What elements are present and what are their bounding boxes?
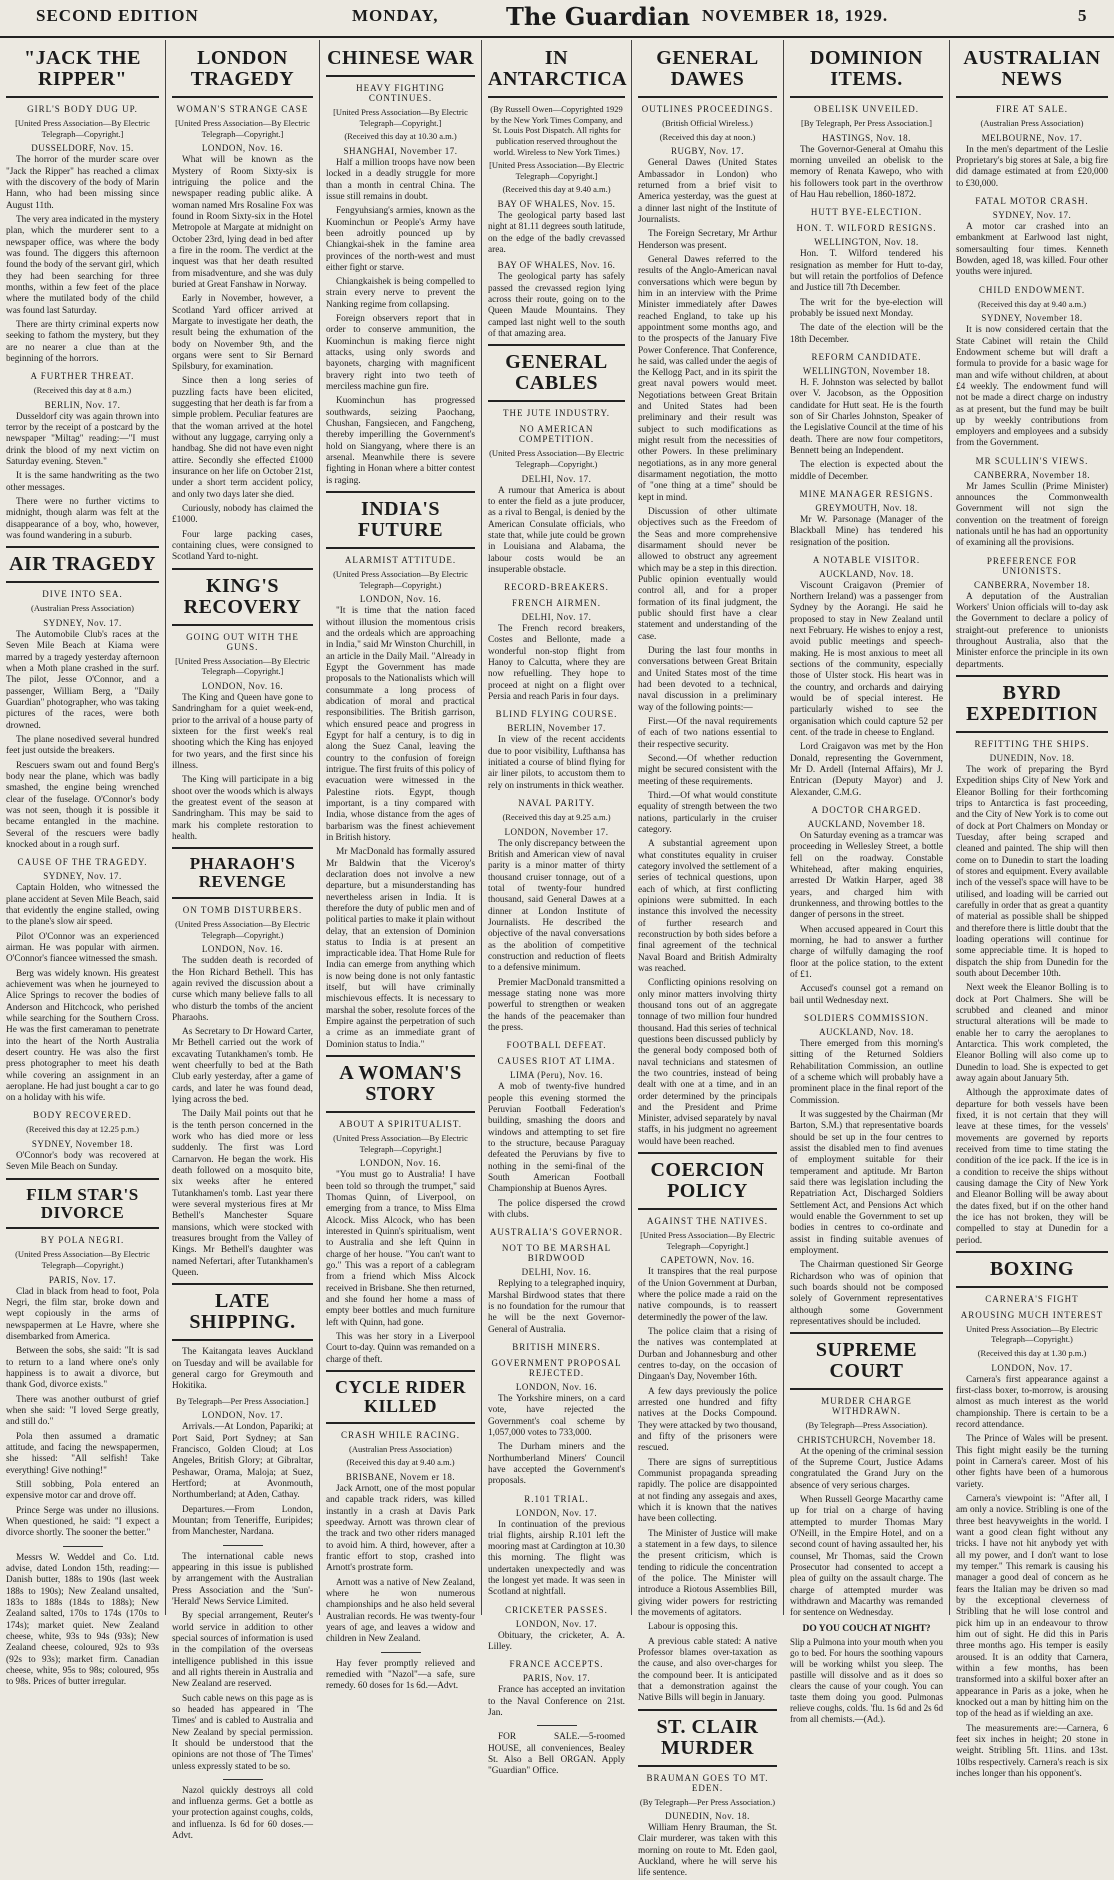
credit-line: (Australian Press Association) — [31, 603, 134, 614]
dateline: GREYMOUTH, Nov. 18. — [815, 502, 918, 513]
subheading: FOOTBALL DEFEAT. — [506, 1040, 607, 1051]
edition-label: SECOND EDITION — [36, 6, 199, 25]
credit-line: [United Press Association—By Electric Telegraph—Copyright.] — [333, 107, 468, 128]
paragraph: The King will participate in a big shoot over the woods which is always the greatest event of the season at Sandringham. This may be said to mark his complete restoration to health. — [172, 775, 313, 842]
dateline: BAY OF WHALES, Nov. 16. — [497, 260, 616, 271]
received-line: (Received this day at 9.25 a.m.) — [502, 812, 611, 823]
paragraph: Such cable news on this page as is so headed has appeared in 'The Times' and is cabled to Australia and New Zealand by special permission. It should be understood that the opinions are not those of 'The Times' unless expressly stated to be so. — [172, 1693, 313, 1772]
headline-late-shipping: LATE SHIPPING. — [172, 1283, 313, 1341]
paragraph: During the last four months in conversations between Great Britain and United States most of the time had been devoted to a technical, naval discussion in a preliminary way of the following points:— — [638, 646, 777, 713]
subheading: MR SCULLIN'S VIEWS. — [975, 455, 1089, 466]
paragraph: "It is time that the nation faced without illusion the momentous crisis and the ordeals which are approaching in India," said Mr Winston Churchill, in an article in the Daily Mail. "Already in Egypt the Government has made proposals to the Nationalists which will consummate a long process of abdication of moral and practical responsibilities. The British garrison, which ensured peace and progress in Egypt for half a century, is to dig in along the Suez Canal, leaving the country to the confusion of foreign intrigue. The first fruits of this policy of evacuation were witnessed in the Palestine riots. Egypt, though important, is a tiny compared with India, whose distance from the ages of barbarism was the finest achievement in British history. — [326, 606, 475, 843]
received-line: (Received this day at 12.25 p.m.) — [26, 1124, 139, 1135]
paragraph: Kuominchun has progressed southwards, seizing Paochang, Chushan, Fangsiecen, and Fangcheng, thereby imperilling the Government's hold on Siangyang, where there is an arsenal. Meanwhile there is severe fighting in Honan where a bitter contest is raging. — [326, 396, 475, 486]
subheading: REFITTING THE SHIPS. — [974, 739, 1090, 750]
page-number: 5 — [1078, 6, 1088, 25]
paragraph: The only discrepancy between the British and American view of naval parity is a minor matter of thirty thousand cruiser tonnage, out of a total of twenty-four hundred thousand, said General Dawes at a dinner at London Institute of Journalists. He described the objective of the naval conversations as the abolition of competitive construction and reduction of fleets to a defensive minimum. — [488, 838, 626, 974]
subheading: CRICKETER PASSES. — [505, 1604, 608, 1615]
headline-australian-news: AUSTRALIAN NEWS — [956, 42, 1108, 98]
subheading: GOVERNMENT PROPOSAL REJECTED. — [491, 1357, 622, 1378]
dateline: CANBERRA, November 18. — [974, 469, 1090, 480]
paragraph: Next week the Eleanor Bolling is to dock at Port Chalmers. She will be scrubbed and cleaned and minor structural alterations will be made to enable her to carry the aeroplanes to Antarctica. This work completed, the Eleanor Bolling will also come up to Dunedin to load. She is expected to get away again about January 5th. — [956, 983, 1108, 1084]
dateline: CAPETOWN, Nov. 16. — [660, 1255, 755, 1266]
subheading: GIRL'S BODY DUG UP. — [27, 104, 138, 114]
received-line: (Received this day at noon.) — [659, 131, 756, 142]
issue-date: NOVEMBER 18, 1929. — [702, 6, 889, 25]
headline-indias-future: INDIA'S FUTURE — [326, 491, 475, 549]
paragraph: The geological party based last night at 81.11 degrees south latitude, on the edge of the badly crevassed area. — [488, 211, 625, 255]
paragraph: It was suggested by the Chairman (Mr Barton, S.M.) that representative boards should be set up in the four centres to assist the disabled men to find avenues of employment suitable for their temperament and aptitude. Mr Barton said there was legislation including the Repatriation Act, Discharged Soldiers Settlement Act, and Pensions Act which would enable the Government to set up bodies in centres to co-ordinate and assist in finding suitable avenues of employment. — [790, 1109, 943, 1256]
paragraph: The horror of the murder scare over "Jack the Ripper" has reached a climax with the discovery of the body of Marin Hann, who had been missing since August 11th. — [6, 155, 159, 211]
paragraph: The Daily Mail points out that he is the tenth person concerned in the work who has died more or less suddenly. The first was Lord Carnarvon. He began the work. His death followed on a mosquito bite, six weeks after he entered Tutankhamen's tomb. Last year there were several mysterious fires at Mr Bethell's Manchester Square mansions, which were stocked with treasures brought from the Valley of Kings. Mr Bethell's daughter was named Nefertari, after Tutankhamen's Queen. — [172, 1109, 313, 1279]
divider — [63, 1546, 103, 1547]
credit-line: [United Press Association—By Electric Telegraph—Copyright.] — [489, 160, 624, 181]
dateline: SHANGHAI, November 17. — [343, 145, 458, 156]
headline-film-stars-divorce: FILM STAR'S DIVORCE — [6, 1178, 159, 1230]
subheading: HON. T. WILFORD RESIGNS. — [796, 223, 937, 234]
credit-line: By Telegraph—Per Press Association.] — [176, 1395, 309, 1406]
paragraph: A few days previously the police arrested one hundred and fifty natives at the Docks Compound. They were attacked by two thousand, and fifty of the prisoners were rescued. — [638, 1386, 777, 1454]
subheading: BLIND FLYING COURSE. — [495, 709, 618, 720]
dateline: AUCKLAND, November 18. — [807, 819, 926, 830]
subheading: A DOCTOR CHARGED. — [811, 805, 922, 816]
paragraph: "You must go to Australia! I have been told so through the trumpet," said Thomas Quinn, of Liverpool, on emerging from a trance, to Miss Elma Alcock. Miss Alcock, who has been interested in Quinn's spiritualism, went to Australia and she left Quinn in charge of her house. "You can't want to go." This was a report of a cablegram from a friend which Miss Alcock received in Brisbane. She then returned, and she found her home a mass of empty beer bottles and much furniture left with Quinn, had gone. — [326, 1170, 475, 1328]
paragraph: It transpires that the real purpose of the Union Government at Durban, where the police made a raid on the native compounds, is to reassert determinedly the power of the law. — [638, 1267, 777, 1323]
dateline: CHRISTCHURCH, November 18. — [797, 1434, 936, 1445]
paragraph: What will be known as the Mystery of Room Sixty-six is intriguing the police and the newspaper reading public alike. A woman named Mrs Rosaline Fox was found in Room Sixty-six in the Hotel Metropole at Margate at midnight on October 23rd, lying dead in bed after a fire in the room. The verdict at the inquest was that her death resulted from misadventure, and she was duly buried at Great Fanshaw in Norway. — [172, 155, 313, 290]
subheading: OUTLINES PROCEEDINGS. — [641, 104, 774, 114]
dateline: DUNEDIN, Nov. 18. — [989, 753, 1075, 764]
paragraph: There were no further victims to midnight, though alarm was felt at the disappearance of a boy, who, however, was found wandering in a suburb. — [6, 497, 159, 542]
paragraph: O'Connor's body was recovered at Seven Mile Beach on Sunday. — [6, 1151, 159, 1173]
dateline: SYDNEY, November 18. — [981, 313, 1083, 324]
dateline: SYDNEY, Nov. 17. — [43, 871, 122, 882]
credit-line: (British Official Wireless.) — [662, 118, 753, 128]
column-4 — [482, 40, 632, 1777]
credit-line: (United Press Association—By Electric Telegraph—Copyright.) — [333, 569, 468, 590]
dateline: DELHI, Nov. 16. — [521, 1267, 592, 1278]
paragraph: The geological party has safely passed the crevassed region lying across their route, going on to the Queen Maude Mountains. They camped last night well to the south of that amazing area. — [488, 272, 625, 339]
dateline: BERLIN, November 17. — [507, 723, 606, 734]
dateline: SYDNEY, Nov. 17. — [43, 618, 122, 629]
paragraph: Pilot O'Connor was an experienced airman. He was popular with airmen. O'Connor's fiancee witnessed the smash. — [6, 931, 159, 965]
subheading: OBELISK UNVEILED. — [814, 104, 919, 114]
subheading: R.101 TRIAL. — [524, 1493, 589, 1504]
paragraph: Pola then assumed a dramatic attitude, and facing the newspapermen, she hissed: "All selfish! Take everything! Give nothing!" — [6, 1431, 159, 1476]
dateline: LONDON, Nov. 16. — [201, 944, 284, 955]
paragraph: The Durham miners and the Northumberland Miners' Council have accepted the Government's proposals. — [488, 1442, 625, 1487]
newspaper-title: The Guardian — [506, 2, 690, 31]
ad-body: Slip a Pulmona into your mouth when you go to bed. For hours the soothing vapours will be working whilst you sleep. The pastille will dissolve and as it does so clears the cause of your cough. You can taste them doing you good. Pulmonas relieve coughs, colds. 'flu. 1s 6d and 2s 6d from all chemists.—(Ad.). — [790, 1637, 943, 1725]
paragraph: Rescuers swam out and found Berg's body near the plane, which was badly smashed, the engine being wrenched clear of the fuselage. O'Connor's body was not seen, though it is possible it became entangled in the machine. Several of the rescuers were badly knocked about in a rough surf. — [6, 760, 159, 850]
paragraph: The Governor-General at Omahu this morning unveiled an obelisk to the memory of Renata Kawepo, who with his followers took part in the overthrow of Hau Hau rebellion, 1860-1872. — [790, 144, 943, 200]
subheading: A NOTABLE VISITOR. — [812, 554, 921, 565]
subheading: BY POLA NEGRI. — [40, 1235, 125, 1246]
subheading: MURDER CHARGE WITHDRAWN. — [821, 1396, 912, 1417]
dateline: BAY OF WHALES, Nov. 15. — [497, 199, 616, 209]
paragraph: Replying to a telegraphed inquiry, Marshal Birdwood states that there is no foundation for the rumour that he will be the next Governor-General of Australia. — [488, 1279, 625, 1335]
paragraph: The Prince of Wales will be present. This fight might easily be the turning point in Carnera's career. Most of his other fights have been of a humorous variety. — [956, 1434, 1108, 1490]
paragraph: Prince Serge was under no illusions. When questioned, he said: "I expect a divorce shortly. The sooner the better." — [6, 1505, 159, 1539]
market-report: Messrs W. Weddel and Co. Ltd. advise, dated London 15th, reading:—Danish butter, 188s to 190s (last week 188s to 190s); New Zealand unsalted, 183s to 188s (184s to 188s); New Zealand salted, 170s to 174s (170s to 174s); market quiet. New Zealand cheese, white, 93s to 94s (93s); New Zealand cheese, coloured, 92s to 93s (92s to 93s); market firm. Canadian cheese, white, 95s to 98s; coloured, 95s to 98s. Prices of butter irregular. — [6, 1552, 159, 1688]
paragraph: The Yorkshire miners, on a card vote, have rejected the Government's coal scheme by 1,057,000 votes to 733,000. — [488, 1393, 625, 1438]
paragraph: Departures.—From London, Mountan; from Teneriffe, Euripides; from Manchester, Nardana. — [172, 1504, 313, 1538]
paragraph: General Dawes referred to the results of the Anglo-American naval conversations which were begun by him in an interview with the Prime Minister immediately after Dawes reached England, to take up his appointment some months ago, and to the prospects of the January Five Power Conference. That Conference, he said, was called under the aegis of the Kellogg Pact, and in its spirit the great naval powers would meet. Negotiations between Great Britain and United States had been preliminary and their result was subject to such modifications as might result from the necessities of other Powers. In these preliminary negotiations, as in any more general disarmament negotiation, the motto of "one thing at a time" should be kept in mind. — [638, 254, 777, 503]
credit-line: (By Telegraph—Per Press Association.) — [639, 1796, 776, 1807]
classified-ad: FOR SALE.—5-roomed HOUSE, all conveniences, Bealey St. Also a Bell ORGAN. Apply "Guardian" Office. — [488, 1732, 625, 1777]
paragraph: There are thirty criminal experts now seeking to fathom the mystery, but they are no nearer a clue than at the beginning of the horrors. — [6, 319, 159, 364]
subheading: CRASH WHILE RACING. — [340, 1429, 461, 1440]
paragraph: The election is expected about the middle of December. — [790, 460, 943, 482]
dateline: LONDON, Nov. 17. — [201, 1410, 284, 1421]
paragraph: A deputation of the Australian Workers' Union officials will to-day ask the Government to declare a policy of straight-out preference to unionists throughout Australia, also that the Minister enforce the principle in its own departments. — [956, 591, 1108, 670]
paragraph: Foreign observers report that in order to conserve ammunition, the Kuominchun is making fierce night attacks, using only swords and bayonets, charging with magnificent bravery right into two teeth of merciless machine gun fire. — [326, 314, 475, 393]
column-7 — [950, 40, 1114, 1779]
paragraph: On Saturday evening as a tramcar was proceeding in Wellesley Street, a bottle fell on the roadway. Constable Whitehead, after making enquiries, arrested Dr Watkin Harper, aged 38 years, and charged him with drunkenness, and throwing bottles to the danger of persons in the street. — [790, 831, 943, 921]
dateline: DUNEDIN, Nov. 18. — [665, 1811, 750, 1822]
dateline: LONDON, November 17. — [504, 826, 609, 837]
paragraph: As Secretary to Dr Howard Carter, Mr Bethell carried out the work of excavating Tutankhamen's tomb. He went cheerfully to bed at the Bath Club early yesterday, after a game of cards, and later he was found dead, lying across the bed. — [172, 1027, 313, 1106]
dateline: LONDON, Nov. 17. — [991, 1362, 1073, 1373]
column-1 — [0, 40, 166, 1688]
paragraph: There was another outburst of grief when she said: "I loved Serge greatly, and still do." — [6, 1394, 159, 1428]
subheading: ALARMIST ATTITUDE. — [344, 555, 457, 566]
credit-line: (Australian Press Association) — [980, 118, 1084, 128]
paragraph: Still sobbing, Pola entered an expensive motor car and drove off. — [6, 1479, 159, 1502]
headline-in-antarctica: IN ANTARCTICA — [488, 42, 625, 98]
subheading: REFORM CANDIDATE. — [811, 351, 922, 362]
paragraph: Mr James Scullin (Prime Minister) announces the Commonwealth Government will not sign the convention on the treatment of foreign nationals until he has had an opportunity of examining all the provisions. — [956, 481, 1108, 549]
headline-london-tragedy: LONDON TRAGEDY — [172, 42, 313, 98]
dateline: HASTINGS, Nov. 18. — [822, 132, 911, 143]
paragraph: Although the approximate dates of departure for both vessels have been fixed, it is not certain that they will leave at these times, for the vessels' movements are governed by reports received from time to time stating the condition of the ice pack. If the ice is in a condition to receive the ships without causing damage the City of New York and Eleanor Bolling will be away about the dates fixed, but if on the other hand the ice has not broken, they will be compelled to stay at Dunedin for a period. — [956, 1088, 1108, 1246]
paragraph: A rumour that America is about to enter the field as a jute producer, as a rival to Bengal, is denied by the American Consulate officials, who state that, while jute could be grown in Louisiana and Alabama, the labour costs would be an insuperable obstacle. — [488, 485, 625, 575]
subheading: HEAVY FIGHTING CONTINUES. — [356, 83, 445, 103]
paragraph: The police claim that a rising of the natives was contemplated at Durban and Johannesburg and other centres to-day, on the occasion of Dingaan's Day, November 16th. — [638, 1327, 777, 1383]
paragraph: Half a million troops have now been locked in a deadly struggle for more than a month in central China. The issue still remains in doubt. — [326, 157, 475, 202]
paragraph: Carnera's first appearance against a first-class boxer, to-morrow, is arousing almost as much interest as the world championship. There is certain to be a record attendance. — [956, 1374, 1108, 1431]
subheading: BODY RECOVERED. — [33, 1110, 132, 1121]
paragraph: By special arrangement, Reuter's world service in addition to other special sources of information is used in the compilation of the overseas intelligence published in this issue and all rights therein in Australia and New Zealand are reserved. — [172, 1611, 313, 1690]
subheading: CARNERA'S FIGHT — [985, 1293, 1079, 1304]
dateline: SYDNEY, November 18. — [31, 1139, 134, 1150]
paragraph: Arnott was a native of New Zealand, where he won numerous championships and he also held several Australian records. He was twenty-four years of age, and leaves a widow and children in New Zealand. — [326, 1577, 475, 1645]
paragraph: In the men's department of the Leslie Proprietary's big stores at Sale, a big fire did damage estimated at from £20,000 to £30,000. — [956, 144, 1108, 189]
received-line: (Received this day at 9.40 a.m.) — [977, 298, 1087, 309]
paragraph: Mr W. Parsonage (Manager of the Blackball Mine) has tendered his resignation of the position. — [790, 514, 943, 548]
paragraph: General Dawes (United States Ambassador in London) who returned from a brief visit to America yesterday, was the guest at a dinner last night of the Institute of Journalists. — [638, 158, 777, 225]
paragraph: Mr MacDonald has formally assured Mr Baldwin that the Viceroy's declaration does not involve a new departure, but a misunderstanding has nevertheless arisen in India. It is therefore the duty of public men and of political parties to make it plain without delay, that an extension of Dominion status to India is at present an impracticable idea. That Home Rule for India can emerge from anything which is now being done is not only fantastic itself, but will have criminally mischievous effects. It is necessary to marshal the sober, resolute forces of the Empire against the perpetration of such a crime as an immediate grant of Dominion status to India." — [326, 847, 475, 1050]
paragraph: In view of the recent accidents due to poor visibility, Lufthansa has initiated a course of blind flying for air liner pilots, to accustom them to rely on instruments in thick weather. — [488, 735, 625, 791]
subheading: WOMAN'S STRANGE CASE — [176, 104, 309, 114]
subheading: BRITISH MINERS. — [512, 1341, 601, 1352]
dateline: RUGBY, Nov. 17. — [670, 146, 744, 157]
dateline: WELLINGTON, Nov. 18. — [814, 237, 919, 248]
credit-line: [United Press Association—By Electric Telegraph—Copyright.] — [175, 118, 310, 139]
subheading: ON TOMB DISTURBERS. — [182, 904, 303, 915]
paragraph: The measurements are:—Carnera, 6 feet six inches in height; 20 stone in weight. Stribling 5ft. 11ins. and 13st. 10lbs respectively. Carnera's reach is six inches longer than his opponent's. — [956, 1723, 1108, 1779]
dateline: LONDON, Nov. 17. — [515, 1507, 598, 1518]
paragraph: Early in November, however, a Scotland Yard officer arrived at Margate to investigate her death, the result being the exhumation of the body on November 9th, and the organs were sent to Sir Bernard Spilsbury, for examination. — [172, 294, 313, 373]
paragraph: At the opening of the criminal session of the Supreme Court, Justice Adams congratulated the Grand Jury on the absence of very serious charges. — [790, 1446, 943, 1491]
paragraph: The King and Queen have gone to Sandringham for a quiet week-end, prior to the arrival of a house party of sixteen for the first week's real shooting which the King has enjoyed for two years, and the first since his illness. — [172, 692, 313, 771]
paragraph: Berg was widely known. His greatest achievement was when he journeyed to Alice Springs to recover the bodies of Anderson and Hitchcock, who perished while searching for the Southern Cross. He was the first cameraman to penetrate into the heart of the North Australia desert country. He was also the first press photographer to meet his death while covering an assignment in an aeroplane. He had just bought a car to go on a holiday with his wife. — [6, 968, 159, 1104]
subheading: MINE MANAGER RESIGNS. — [799, 488, 934, 499]
credit-line: (By Telegraph—Press Association). — [805, 1420, 928, 1431]
paragraph: The Minister of Justice will make a statement in a few days, to silence the present criticism, which is tending to ridicule the concentration of the police. The Minister will introduce a Riotous Assemblies Bill, giving wider powers for restricting the movements of agitators. — [638, 1528, 777, 1618]
credit-line: (Australian Press Association) — [349, 1443, 452, 1454]
paragraph: The French record breakers, Costes and Bellonte, made a wonderful non-stop flight from Hanoy to Calcutta, where they are now refuelling. They hope to proceed at night on a flight over Persia and reach Paris in four days. — [488, 624, 625, 703]
credit-line: (United Press Association—By Electric Telegraph—Copyright.) — [15, 1249, 150, 1271]
subheading: BRAUMAN GOES TO MT. EDEN. — [646, 1772, 769, 1793]
paragraph: Carnera's viewpoint is: "After all, I am only a novice. Stribling is one of the three best heavyweights in the world. I want a good clean fight without any tricks. I have not hit anybody yet with all my power, and I don't want to lose my temper." This remark is causing his manager a good deal of concern as he fears the Italian may be driven so mad by the exceptional cleverness of Stribling that he will lose control and pick him up in an endeavour to throw him out of sight. He did this in Paris three months ago. His temper is easily aroused. It is an oddity that Carnera, within a few months, has been transformed into a skilful boxer after an appearance in Paris as a joke, when he knocked out a man by hitting him on the top of the head as if wielding an axe. — [956, 1494, 1108, 1720]
subheading: A FURTHER THREAT. — [30, 371, 135, 382]
paragraph: Second.—Of whether reduction might be secured consistent with the meeting of these requirements. — [638, 753, 777, 787]
paragraph: Premier MacDonald transmitted a message stating none was more powerful to strengthen or weaken the hands of the peacemaker than the press. — [488, 977, 625, 1033]
subheading: HUTT BYE-ELECTION. — [810, 207, 923, 218]
paragraph: Curiously, nobody has claimed the £1000. — [172, 504, 313, 526]
subheading: RECORD-BREAKERS. — [504, 582, 609, 593]
paragraph: The police dispersed the crowd with clubs. — [488, 1198, 625, 1220]
credit-line: [United Press Association—By Electric Telegraph—Copyright.] — [15, 118, 150, 139]
dateline: AUCKLAND, Nov. 18. — [819, 568, 914, 579]
received-line: (Received this day at 8 a.m.) — [33, 385, 132, 396]
headline-coercion-policy: COERCION POLICY — [638, 1152, 777, 1210]
credit-line: (United Press Association—By Electric Telegraph—Copyright.) — [175, 918, 310, 940]
subheading: CHILD ENDOWMENT. — [978, 284, 1086, 295]
paragraph: Conflicting opinions resolving on only minor matters involving thirty thousand tons out of an aggregate tonnage of two million four hundred thousand. Had this series of technical questions been discussed publicly by the general body composed both of naval technicians and statesmen of the two countries, instead of being dealt with one at a time, and in an order determined by the principals and the President and Prime Minister, advised separately by naval staffs, in his judgment no agreement would have been reached. — [638, 978, 777, 1147]
paragraph: The Kaitangata leaves Auckland on Tuesday and will be available for general cargo for Greymouth and Hokitika. — [172, 1347, 313, 1392]
paragraph: Captain Holden, who witnessed the plane accident at Seven Mile Beach, said that evidently the engine stalled, owing to the plane's slow air speed. — [6, 883, 159, 928]
credit-line: [By Telegraph, Per Press Association.] — [801, 118, 932, 128]
dateline: SYDNEY, Nov. 17. — [992, 209, 1072, 220]
credit-line: (United Press Association—By Electric Telegraph—Copyright.) — [489, 448, 624, 469]
pulmona-advertisement — [790, 1624, 943, 1725]
dateline: LONDON, Nov. 17. — [515, 1618, 598, 1629]
paragraph: Four large packing cases, containing clues, were consigned to Scotland Yard to-night. — [172, 529, 313, 563]
dateline: WELLINGTON, November 18. — [802, 365, 931, 376]
subheading: THE JUTE INDUSTRY. — [502, 408, 611, 419]
headline-pharaohs-revenge: PHARAOH'S REVENGE — [172, 847, 313, 899]
divider — [537, 1725, 577, 1726]
paragraph: The date of the election will be the 18th December. — [790, 323, 943, 345]
dateline: DELHI, Nov. 17. — [521, 473, 592, 484]
subheading: ABOUT A SPIRITUALIST. — [339, 1119, 462, 1130]
dateline: PARIS, Nov. 17. — [48, 1274, 117, 1285]
paragraph: Labour is opposing this. — [648, 1622, 738, 1633]
paragraph: It is the same handwriting as the two other messages. — [6, 471, 159, 493]
paragraph: Dusseldorf city was again thrown into terror by the receipt of a postcard by the newspaper "Miltag" reading:—"I must drink the blood of my next victim on Saturday evening. Steven." — [6, 411, 159, 468]
subheading: PREFERENCE FOR UNIONISTS. — [986, 555, 1078, 576]
received-line: (Received this day at 1.30 p.m.) — [977, 1348, 1087, 1359]
subheading: NOT TO BE MARSHAL BIRDWOOD — [501, 1243, 612, 1264]
divider — [223, 1545, 263, 1546]
headline-jack-the-ripper: "JACK THE RIPPER" — [6, 42, 159, 98]
paragraph: When Russell George Macarthy came up for trial on a charge of having attempted to murder Thomas Mary O'Neill, in the Empire Hotel, and on a second count of having assaulted her, his counsel, Mr Thomas, said the Crown Prosecutor had consented to accept a plea of guilty on the assault charge. The charge of attempted murder was withdrawn and Macarthy was remanded for sentence on Wednesday. — [790, 1495, 943, 1619]
subheading: SOLDIERS COMMISSION. — [803, 1012, 930, 1023]
paragraph: The very area indicated in the mystery plan, which the murderer sent to a newspaper office, was where the body was found. The diggers this afternoon found the body of the servant girl, which they had been searching for three months, within a few feet of the place where the mutilated body of the child was found last Saturday. — [6, 214, 160, 316]
paragraph: It is now considered certain that the State Cabinet will retain the Child Endowment scheme but will draft a formula to provide for a basic wage for man and wife without children, at about £4 weekly. The endowment fund will not be made a direct charge on industry as at present, but the fund may be built up by weekly contributions from employers and employees and a subsidy from the Government. — [956, 325, 1108, 449]
paragraph: First.—Of the naval requirements of each of two nations essential to their respective security. — [638, 717, 777, 750]
credit-line: (By Russell Owen—Copyrighted 1929 by the New York Times Company, and St. Louis Post Dispatch. All rights for publication reserved throughout the world. Wireless to New York Times.) — [490, 104, 623, 157]
paragraph: There emerged from this morning's sitting of the Returned Soldiers Rehabilitation Commission, an outline of a scheme which will probably have a prominent place in the final report of the Commission. — [790, 1038, 943, 1106]
paragraph: Since then a long series of puzzling facts have been elicited, suggesting that her death is far from a simple problem. Peculiar features are that the woman arrived at the hotel without any luggage, carrying only a handbag. She did not have even night attire. Secondly she effected £1000 insurance on her life on October 21st, under a short term accident policy, and only two days later she died. — [172, 376, 313, 500]
paragraph: The Automobile Club's races at the Seven Mile Beach at Kiama were marred by a tragedy yesterday afternoon when a Moth plane crashed in the surf. The pilot, Jesse O'Connor, and a passenger, William Berg, a "Daily Guardian" photographer, who was taking pictures of the races, were both drowned. — [6, 630, 159, 731]
dateline: LONDON, Nov. 16. — [515, 1381, 598, 1392]
day-label: MONDAY, — [352, 6, 439, 25]
paragraph: Fengyuhsiang's armies, known as the Kuominchun or People's Army have been adroitly pounced up by Chiangkai-shek in the famine area provinces of the north-west and must either fight or starve. — [326, 206, 475, 273]
headline-chinese-war: CHINESE WAR — [326, 42, 475, 77]
divider — [223, 1779, 263, 1780]
paragraph: Arrivals.—At London, Papariki; at Port Said, Port Sydney; at San Francisco, Golden Cloud; at Los Angeles, British Glory; at Gibraltar, Peshawar, Orama, Maloja; at Suez, Hertford; at Avonmouth, Northumberland; at Aden, Cathay. — [172, 1422, 313, 1501]
credit-line: (United Press Association—By Electric Telegraph—Copyright.] — [333, 1133, 468, 1154]
subheading: NO AMERICAN COMPETITION. — [518, 424, 595, 445]
paragraph: Accused's counsel got a remand on bail until Wednesday next. — [790, 984, 943, 1006]
subheading: FRANCE ACCEPTS. — [509, 1659, 604, 1670]
paragraph: Obituary, the cricketer, A. A. Lilley. — [488, 1630, 625, 1653]
credit-line: United Press Association—By Electric Telegraph—Copyright.) — [966, 1323, 1098, 1345]
dateline: CANBERRA, November 18. — [974, 579, 1090, 590]
paragraph: A mob of twenty-five hundred people this evening stormed the Peruvian Football Federation's building, smashing the doors and windows and attempting to set fire to the structure, because Paraguay defeated the Peruvians by five to nothing in the semi-final of the South American Football Championship at Buenos Ayres. — [488, 1082, 625, 1195]
headline-general-dawes: GENERAL DAWES — [638, 42, 777, 98]
headline-dominion-items: DOMINION ITEMS. — [790, 42, 943, 98]
subheading: FATAL MOTOR CRASH. — [975, 195, 1089, 206]
headline-cycle-rider-killed: CYCLE RIDER KILLED — [326, 1370, 475, 1424]
paragraph: There are signs of surreptitious Communist propaganda spreading rapidly. The police are disappointed at not finding any assegais and axes, which it is known that the natives have been collecting. — [638, 1457, 777, 1525]
dateline: DELHI, Nov. 17. — [521, 612, 592, 623]
headline-st-clair-murder: ST. CLAIR MURDER — [638, 1709, 777, 1767]
paragraph: Chiangkaishek is being compelled to strain every nerve to prevent the Nanking regime from collapsing. — [326, 277, 475, 310]
headline-supreme-court: SUPREME COURT — [790, 1332, 943, 1390]
received-line: (Received this day at 9.40 a.m.) — [502, 184, 611, 195]
paragraph: A substantial agreement upon what constitutes equality in cruiser category involved the settlement of a series of technical questions, upon each of which, at first conflicting opinions were submitted. In each instance this involved the necessity of further research and reconstruction by both sides before a final agreement of the technical Naval Board and British Admiralty was reached. — [638, 839, 777, 974]
masthead — [0, 0, 1114, 38]
headline-general-cables: GENERAL CABLES — [488, 344, 625, 402]
advertisement: Hay fever promptly relieved and remedied with "Nazol"—a safe, sure remedy. 60 doses for 1s 6d.—Advt. — [326, 1658, 475, 1692]
column-3 — [320, 40, 482, 1692]
paragraph: William Henry Brauman, the St. Clair murderer, was taken with this morning on route to Mt. Eden gaol, Auckland, where he will serve his life sentence. — [638, 1823, 777, 1879]
paragraph: In continuation of the previous trial flights, airship R.101 left the mooring mast at Cardington at 10.30 this morning. The flight was undertaken unexpectedly and was the longest yet made. It was seen in Scotland at nightfall. — [488, 1519, 625, 1598]
subheading: DIVE INTO SEA. — [42, 589, 123, 600]
paragraph: Clad in black from head to foot, Pola Negri, the film star, broke down and wept copiously in the arms of newspapermen at Le Havre, where she disembarked from America. — [6, 1286, 159, 1343]
headline-boxing: BOXING — [956, 1251, 1108, 1288]
paragraph: The work of preparing the Byrd Expedition ships City of New York and Eleanor Bolling for their forthcoming trips to Antarctica is fast proceeding, and the City of New York is to come out of dock at Port Chalmers on Monday or Tuesday, after being scraped and cleaned and painted. The ship will then come on to Dunedin to start the loading of stores and equipment. Every available inch of the vessel's space will have to be utilised, and loading will be carried out carefully in order that as great a quantity of material as possible shall be shipped and therefore there is little doubt that the loading operations will continue for some appreciable time. It is hoped to dispatch the ship from Dunedin for the south about December 10th. — [956, 765, 1108, 979]
divider — [381, 1652, 421, 1653]
paragraph: Third.—Of what would constitute equality of strength between the two nations, particularly in the cruiser category. — [638, 790, 777, 835]
headline-kings-recovery: KING'S RECOVERY — [172, 568, 313, 626]
dateline: LIMA (Peru), Nov. 16. — [510, 1070, 603, 1081]
dateline: BERLIN, Nov. 17. — [44, 399, 121, 410]
paragraph: The sudden death is recorded of the Hon Richard Bethell. This has again revived the discussion about a curse which many believe falls to all who disturb the tombs of the ancient Pharaohs. — [172, 956, 313, 1023]
paragraph: The Foreign Secretary, Mr Arthur Henderson was present. — [638, 229, 777, 251]
dateline: AUCKLAND, Nov. 18. — [819, 1026, 914, 1037]
subheading: AGAINST THE NATIVES. — [647, 1216, 768, 1227]
credit-line: [United Press Association—By Electric Telegraph—Copyright.] — [175, 655, 310, 677]
paragraph: When accused appeared in Court this morning, he had to answer a further charge of wilfully damaging the roof floor at the police station, to the extent of £1. — [790, 924, 943, 980]
subheading: FRENCH AIRMEN. — [511, 598, 601, 609]
subheading: AROUSING MUCH INTEREST — [960, 1309, 1104, 1320]
headline-a-womans-story: A WOMAN'S STORY — [326, 1055, 475, 1113]
subheading: CAUSES RIOT AT LIMA. — [497, 1056, 616, 1067]
headline-byrd-expedition: BYRD EXPEDITION — [956, 675, 1108, 733]
dateline: LONDON, Nov. 16. — [201, 143, 284, 154]
column-5 — [632, 40, 784, 1879]
subheading: FIRE AT SALE. — [995, 104, 1069, 114]
paragraph: H. F. Johnston was selected by ballot over V. Jacobson, as the Opposition candidate for Hutt seat. He is the fourth son of Sir Charles Johnston, Speaker of the Legislative Council at the time of his death. There are now four competitors, Bennett being an Independent. — [790, 377, 943, 456]
paragraph: The Chairman questioned Sir George Richardson who was of opinion that such boards should not be composed solely of Government representatives although some Government representatives should be included. — [790, 1260, 943, 1327]
paragraph: This was her story in a Liverpool Court to-day. Quinn was remanded on a charge of theft. — [326, 1331, 475, 1365]
paragraph: A previous cable stated: A native Professor blames over-taxation as the cause, and also over-charges for the compound beer. It is anticipated that a demonstration against the Native Bills will begin in January. — [638, 1636, 777, 1704]
paragraph: Lord Craigavon was met by the Hon Donald, representing the Government, Mr D. Ardell (Internal Affairs), Mr J. Entrican (Deputy Mayor) and J. Alexander, C.M.G. — [790, 742, 943, 798]
paragraph: Jack Arnott, one of the most popular and capable track riders, was killed instantly in a crash at Davis Park speedway. Arnott was thrown clear of the track and two other riders managed to avoid him. A third, however, after a frantic effort to stop, crashed into Arnott's prostrate form. — [326, 1483, 475, 1574]
column-2 — [166, 40, 320, 1842]
paragraph: Hon. T. Wilford tendered his resignation as member for Hutt to-day, but will retain the portfolios of Defence and Justice till 7th December. — [790, 249, 943, 294]
received-line: (Received this day at 9.40 a.m.) — [346, 1457, 455, 1468]
subheading: AUSTRALIA'S GOVERNOR. — [489, 1227, 624, 1238]
subheading: NAVAL PARITY. — [518, 798, 595, 809]
subheading: CAUSE OF THE TRAGEDY. — [17, 857, 148, 868]
received-line: (Received this day at 10.30 a.m.) — [344, 131, 457, 142]
paragraph: Viscount Craigavon (Premier of Northern Ireland) was a passenger from Sydney by the Aorangi. He said he proposed to stay in New Zealand until next February. He wishes to enjoy a rest, avoid public meetings and speech-making. He is most anxious to meet all sections of the community, especially those of Ulster stock. His heart was in the country, and orchards and dairying would be of special interest. He particularly wished to see the organisation which could capture 52 per cent. of the trade in cheese to England. — [790, 580, 943, 739]
dateline: LONDON, Nov. 16. — [359, 1158, 442, 1169]
dateline: BRISBANE, Novem er 18. — [345, 1471, 456, 1482]
dateline: DUSSELDORF, Nov. 15. — [31, 143, 134, 154]
dateline: LONDON, Nov. 16. — [201, 680, 284, 691]
credit-line: [United Press Association—By Electric Telegraph—Copyright.] — [640, 1230, 775, 1251]
paragraph: Discussion of other ultimate objectives such as the Freedom of the Seas and more comprehensive disarmament should never be allowed to obstruct any agreement which may be a step in this direction. Public opinion eventually would control all, and for a proper formation of its final judgment, the public should first have a clear statement and understanding of the case. — [638, 507, 777, 642]
column-6 — [784, 40, 950, 1725]
ad-title: DO YOU COUCH AT NIGHT? — [802, 1623, 931, 1634]
subheading: GOING OUT WITH THE GUNS. — [186, 631, 299, 652]
paragraph: A motor car crashed into an embankment at Earlwood last night, somersaulting four times. Kenneth Bowden, aged 18, was killed. Four other youths were injured. — [956, 221, 1108, 278]
advertisement: Nazol quickly destroys all cold and influenza germs. Get a bottle as your protection against coughs, colds, and influenza. Is 6d for 60 doses.—Advt. — [172, 1785, 313, 1842]
paragraph: The international cable news appearing in this issue is published by arrangement with the Australian Press Association and the 'Sun'-'Herald' News Service Limited. — [172, 1551, 313, 1607]
paragraph: Between the sobs, she said: "It is sad to return to a land where one's only happiness is to await a divorce, but thank God, divorce exists." — [6, 1346, 159, 1391]
paragraph: The plane nosedived several hundred feet just outside the breakers. — [6, 734, 159, 757]
dateline: LONDON, Nov. 16. — [359, 594, 442, 605]
headline-air-tragedy: AIR TRAGEDY — [6, 546, 159, 583]
dateline: PARIS, Nov. 17. — [522, 1673, 591, 1684]
dateline: MELBOURNE, Nov. 17. — [981, 132, 1083, 143]
paragraph: France has accepted an invitation to the Naval Conference on 21st. Jan. — [488, 1685, 625, 1719]
paragraph: The writ for the bye-election will probably be issued next Monday. — [790, 297, 943, 319]
